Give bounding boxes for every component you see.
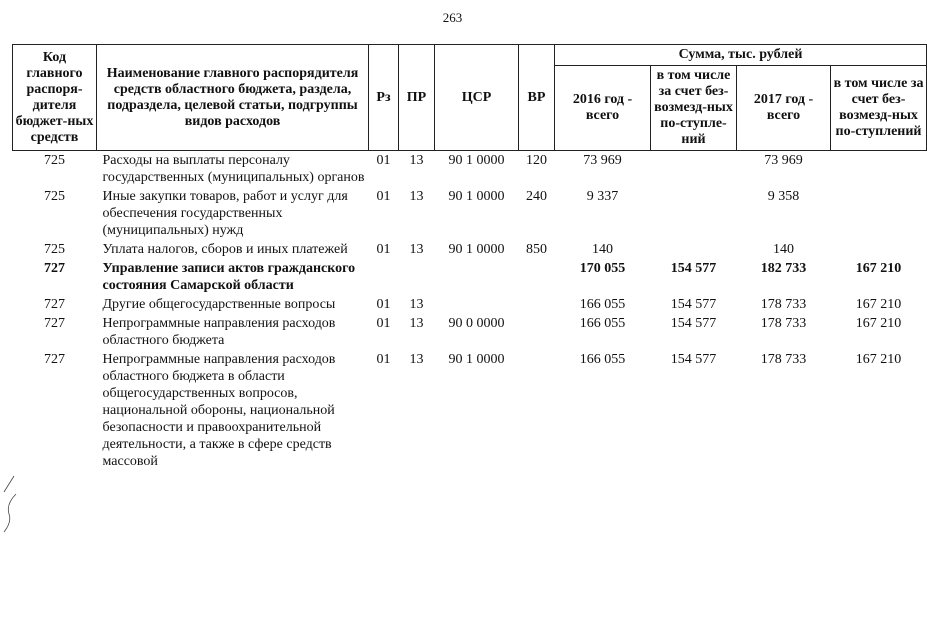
cell-name: Уплата налогов, сборов и иных платежей [102, 242, 348, 257]
table-header [13, 45, 927, 151]
cell-csr [435, 295, 519, 314]
header-2016-total: 2016 год - всего [555, 66, 651, 151]
cell-rz: 01 [376, 297, 391, 312]
table-row [13, 295, 927, 314]
cell-2016-gratuitous: 154 577 [670, 316, 717, 331]
cell-name: Иные закупки товаров, работ и услуг для обеспечения государственных (муниципальных) нужд [102, 189, 348, 238]
cell-rz: 01 [376, 242, 391, 257]
cell-pr [399, 259, 435, 295]
table-row [13, 350, 927, 471]
cell-2017-gratuitous: 167 210 [855, 352, 902, 367]
cell-2016-total: 73 969 [583, 153, 622, 168]
cell-code: 725 [44, 153, 65, 168]
margin-pen-mark [0, 470, 22, 540]
cell-2016-gratuitous [651, 187, 737, 240]
cell-vr [519, 295, 555, 314]
cell-2017-gratuitous [831, 187, 927, 240]
cell-pr: 13 [409, 242, 424, 257]
cell-code: 727 [44, 352, 65, 367]
cell-2016-total: 166 055 [579, 316, 626, 331]
table-row [13, 240, 927, 259]
cell-2016-gratuitous: 154 577 [670, 352, 717, 367]
cell-name: Непрограммные направления расходов областного бюджета в области общегосударственных вопросов, национальной обороны, национальной безопасности и правоохранительной деятельности, а также в сфере средств массовой [102, 352, 336, 469]
cell-code: 727 [44, 261, 65, 276]
cell-rz: 01 [376, 153, 391, 168]
cell-2016-total: 170 055 [579, 261, 626, 276]
cell-2016-gratuitous [651, 151, 737, 188]
cell-2016-gratuitous: 154 577 [670, 261, 717, 276]
cell-csr: 90 0 0000 [448, 316, 505, 331]
header-code: Код главного распоря-дителя бюджет-ных средств [13, 45, 97, 151]
cell-vr: 240 [526, 189, 547, 204]
cell-rz: 01 [376, 352, 391, 367]
cell-csr [435, 259, 519, 295]
cell-2017-gratuitous [831, 151, 927, 188]
cell-vr: 850 [526, 242, 547, 257]
budget-table [12, 44, 927, 471]
cell-vr [519, 259, 555, 295]
cell-2016-gratuitous: 154 577 [670, 297, 717, 312]
cell-2017-total: 140 [773, 242, 794, 257]
cell-csr: 90 1 0000 [448, 242, 505, 257]
cell-pr: 13 [409, 189, 424, 204]
cell-name: Управление записи актов гражданского состояния Самарской области [102, 261, 356, 293]
cell-code: 725 [44, 189, 65, 204]
cell-csr: 90 1 0000 [448, 352, 505, 367]
cell-2016-total: 140 [592, 242, 613, 257]
table-row [13, 151, 927, 188]
cell-pr: 13 [409, 153, 424, 168]
cell-2017-gratuitous [831, 240, 927, 259]
header-rz: Рз [369, 45, 399, 151]
table-row [13, 314, 927, 350]
cell-2017-total: 178 733 [760, 316, 807, 331]
header-2017-total: 2017 год - всего [737, 66, 831, 151]
cell-name: Другие общегосударственные вопросы [102, 297, 336, 312]
header-csr: ЦСР [435, 45, 519, 151]
header-pr: ПР [399, 45, 435, 151]
cell-name: Непрограммные направления расходов областного бюджета [102, 316, 336, 348]
cell-vr: 120 [526, 153, 547, 168]
table-row [13, 187, 927, 240]
cell-2017-total: 73 969 [764, 153, 803, 168]
cell-2017-total: 178 733 [760, 352, 807, 367]
cell-vr [519, 350, 555, 471]
cell-code: 727 [44, 297, 65, 312]
header-name: Наименование главного распорядителя средств областного бюджета, раздела, подраздела, целевой статьи, подгруппы видов расходов [97, 45, 369, 151]
cell-2017-gratuitous: 167 210 [855, 261, 902, 276]
cell-code: 725 [44, 242, 65, 257]
cell-vr [519, 314, 555, 350]
cell-pr: 13 [409, 297, 424, 312]
cell-2016-gratuitous [651, 240, 737, 259]
cell-pr: 13 [409, 316, 424, 331]
cell-2017-total: 178 733 [760, 297, 807, 312]
header-2017-gratuitous: в том числе за счет без-возмезд-ных по-ступлений [831, 66, 927, 151]
cell-2017-total: 182 733 [760, 261, 807, 276]
cell-2017-total: 9 358 [767, 189, 800, 204]
cell-csr: 90 1 0000 [448, 189, 505, 204]
cell-rz [369, 259, 399, 295]
cell-2016-total: 166 055 [579, 352, 626, 367]
header-sum-group: Сумма, тыс. рублей [555, 45, 927, 66]
cell-code: 727 [44, 316, 65, 331]
cell-rz: 01 [376, 189, 391, 204]
page-number: 263 [442, 10, 463, 25]
cell-2017-gratuitous: 167 210 [855, 316, 902, 331]
cell-2017-gratuitous: 167 210 [855, 297, 902, 312]
table-row [13, 259, 927, 295]
cell-2016-total: 9 337 [586, 189, 619, 204]
table-body [13, 151, 927, 472]
cell-name: Расходы на выплаты персоналу государственных (муниципальных) органов [102, 153, 365, 185]
cell-2016-total: 166 055 [579, 297, 626, 312]
cell-rz: 01 [376, 316, 391, 331]
cell-pr: 13 [409, 352, 424, 367]
header-2016-gratuitous: в том числе за счет без-возмезд-ных по-ступле-ний [651, 66, 737, 151]
cell-csr: 90 1 0000 [448, 153, 505, 168]
header-vr: ВР [519, 45, 555, 151]
